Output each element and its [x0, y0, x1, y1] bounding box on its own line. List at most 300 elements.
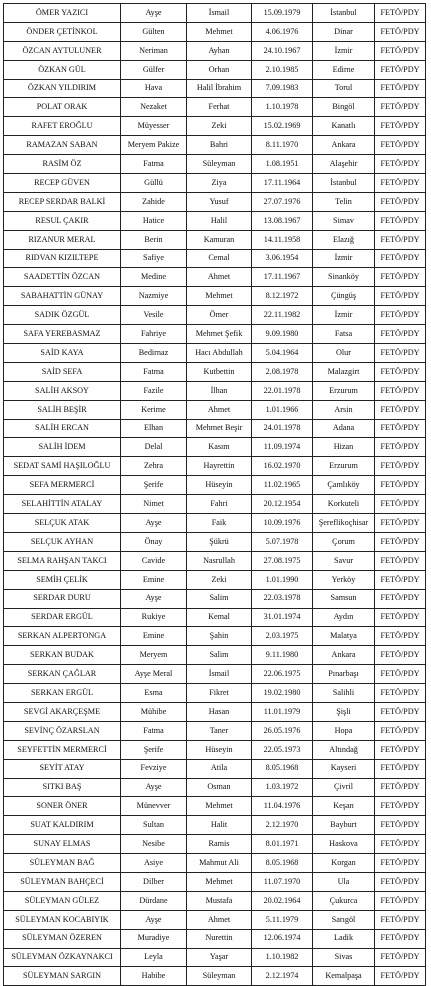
charge-cell: FETÖ/PDY [375, 646, 426, 665]
birth-place-cell: Şişli [313, 702, 375, 721]
full-name-cell: SALİH AKSOY [4, 381, 121, 400]
birth-place-cell: Ladik [313, 929, 375, 948]
father-name-cell: Kamuran [187, 230, 252, 249]
table-row [4, 665, 426, 684]
full-name-cell: ÖMER YAZICI [4, 4, 121, 23]
birth-place-cell: Hopa [313, 721, 375, 740]
charge-cell: FETÖ/PDY [375, 419, 426, 438]
table-row [4, 872, 426, 891]
birth-date-cell: 8.05.1968 [252, 854, 313, 873]
birth-place-cell: Çukurca [313, 891, 375, 910]
table-row [4, 381, 426, 400]
father-name-cell: Halil [187, 211, 252, 230]
mother-name-cell: Gülfer [121, 60, 187, 79]
full-name-cell: SÜLEYMAN BAĞ [4, 854, 121, 873]
charge-cell: FETÖ/PDY [375, 816, 426, 835]
full-name-cell: SÜLEYMAN GÜLEZ [4, 891, 121, 910]
birth-place-cell: Hizan [313, 438, 375, 457]
birth-date-cell: 9.09.1980 [252, 325, 313, 344]
charge-cell: FETÖ/PDY [375, 835, 426, 854]
charge-cell: FETÖ/PDY [375, 268, 426, 287]
table-row [4, 287, 426, 306]
full-name-cell: ÖZCAN AYTULUNER [4, 41, 121, 60]
full-name-cell: SELÇUK AYHAN [4, 532, 121, 551]
father-name-cell: Süleyman [187, 967, 252, 986]
charge-cell: FETÖ/PDY [375, 400, 426, 419]
mother-name-cell: Şerife [121, 740, 187, 759]
birth-date-cell: 16.02.1970 [252, 457, 313, 476]
full-name-cell: SERKAN ALPERTONGA [4, 627, 121, 646]
birth-date-cell: 20.12.1954 [252, 495, 313, 514]
charge-cell: FETÖ/PDY [375, 891, 426, 910]
birth-place-cell: Çüngüş [313, 287, 375, 306]
birth-place-cell: Sinanköy [313, 268, 375, 287]
full-name-cell: RAFET EROĞLU [4, 117, 121, 136]
table-row [4, 778, 426, 797]
charge-cell: FETÖ/PDY [375, 495, 426, 514]
table-row [4, 400, 426, 419]
table-row [4, 249, 426, 268]
birth-date-cell: 14.11.1958 [252, 230, 313, 249]
birth-date-cell: 9.11.1980 [252, 646, 313, 665]
birth-place-cell: İstanbul [313, 4, 375, 23]
table-row [4, 910, 426, 929]
birth-date-cell: 8.05.1968 [252, 759, 313, 778]
father-name-cell: Taner [187, 721, 252, 740]
father-name-cell: Zeki [187, 117, 252, 136]
birth-date-cell: 8.01.1971 [252, 835, 313, 854]
table-row [4, 60, 426, 79]
full-name-cell: POLAT ORAK [4, 98, 121, 117]
father-name-cell: Yaşar [187, 948, 252, 967]
birth-date-cell: 11.07.1970 [252, 872, 313, 891]
mother-name-cell: Bedirnaz [121, 344, 187, 363]
charge-cell: FETÖ/PDY [375, 249, 426, 268]
birth-place-cell: Erzurum [313, 457, 375, 476]
charge-cell: FETÖ/PDY [375, 306, 426, 325]
birth-place-cell: Bingöl [313, 98, 375, 117]
charge-cell: FETÖ/PDY [375, 551, 426, 570]
full-name-cell: ÖZKAN YILDIRIM [4, 79, 121, 98]
table-row [4, 174, 426, 193]
mother-name-cell: Ayşe [121, 910, 187, 929]
document-page [3, 3, 425, 986]
charge-cell: FETÖ/PDY [375, 967, 426, 986]
birth-date-cell: 1.08.1951 [252, 155, 313, 174]
birth-date-cell: 3.06.1954 [252, 249, 313, 268]
birth-date-cell: 11.04.1976 [252, 797, 313, 816]
father-name-cell: Ahmet [187, 910, 252, 929]
birth-date-cell: 8.11.1970 [252, 136, 313, 155]
charge-cell: FETÖ/PDY [375, 532, 426, 551]
birth-date-cell: 11.09.1974 [252, 438, 313, 457]
table-row [4, 721, 426, 740]
full-name-cell: SITKI BAŞ [4, 778, 121, 797]
charge-cell: FETÖ/PDY [375, 457, 426, 476]
mother-name-cell: Cavide [121, 551, 187, 570]
mother-name-cell: Meryem [121, 646, 187, 665]
mother-name-cell: Ayşe [121, 778, 187, 797]
mother-name-cell: Meryem Pakize [121, 136, 187, 155]
father-name-cell: Faik [187, 514, 252, 533]
full-name-cell: SUAT KALDIRIM [4, 816, 121, 835]
birth-place-cell: Edirne [313, 60, 375, 79]
birth-place-cell: Olur [313, 344, 375, 363]
mother-name-cell: Delal [121, 438, 187, 457]
charge-cell: FETÖ/PDY [375, 344, 426, 363]
birth-place-cell: Kemalpaşa [313, 967, 375, 986]
full-name-cell: SEVİNÇ ÖZARSLAN [4, 721, 121, 740]
birth-place-cell: Bayburt [313, 816, 375, 835]
mother-name-cell: Kerime [121, 400, 187, 419]
full-name-cell: SÜLEYMAN BAHÇECİ [4, 872, 121, 891]
father-name-cell: Ziya [187, 174, 252, 193]
mother-name-cell: Asiye [121, 854, 187, 873]
records-table-body [4, 4, 426, 986]
mother-name-cell: Ayşe Meral [121, 665, 187, 684]
table-row [4, 155, 426, 174]
charge-cell: FETÖ/PDY [375, 929, 426, 948]
mother-name-cell: Güllü [121, 174, 187, 193]
charge-cell: FETÖ/PDY [375, 287, 426, 306]
birth-place-cell: Keşan [313, 797, 375, 816]
father-name-cell: Ferhat [187, 98, 252, 117]
charge-cell: FETÖ/PDY [375, 702, 426, 721]
mother-name-cell: Neriman [121, 41, 187, 60]
table-row [4, 344, 426, 363]
birth-date-cell: 19.02.1980 [252, 684, 313, 703]
table-row [4, 854, 426, 873]
charge-cell: FETÖ/PDY [375, 797, 426, 816]
full-name-cell: SEYİT ATAY [4, 759, 121, 778]
table-row [4, 362, 426, 381]
birth-place-cell: Fatsa [313, 325, 375, 344]
father-name-cell: Cemal [187, 249, 252, 268]
birth-place-cell: Çorum [313, 532, 375, 551]
father-name-cell: Mehmet Şefik [187, 325, 252, 344]
mother-name-cell: Fatma [121, 362, 187, 381]
table-row [4, 117, 426, 136]
full-name-cell: SELÇUK ATAK [4, 514, 121, 533]
charge-cell: FETÖ/PDY [375, 948, 426, 967]
birth-place-cell: Dinar [313, 22, 375, 41]
birth-date-cell: 1.10.1978 [252, 98, 313, 117]
mother-name-cell: Nezaket [121, 98, 187, 117]
table-row [4, 4, 426, 23]
table-row [4, 514, 426, 533]
table-row [4, 627, 426, 646]
father-name-cell: Kemal [187, 608, 252, 627]
mother-name-cell: Leyla [121, 948, 187, 967]
full-name-cell: SADIK ÖZGÜL [4, 306, 121, 325]
birth-date-cell: 13.08.1967 [252, 211, 313, 230]
full-name-cell: RIDVAN KIZILTEPE [4, 249, 121, 268]
charge-cell: FETÖ/PDY [375, 192, 426, 211]
mother-name-cell: Safiye [121, 249, 187, 268]
mother-name-cell: Vesile [121, 306, 187, 325]
father-name-cell: Zeki [187, 570, 252, 589]
charge-cell: FETÖ/PDY [375, 514, 426, 533]
birth-date-cell: 22.06.1975 [252, 665, 313, 684]
father-name-cell: Yusuf [187, 192, 252, 211]
birth-date-cell: 1.03.1972 [252, 778, 313, 797]
birth-place-cell: İzmir [313, 249, 375, 268]
birth-place-cell: Altındağ [313, 740, 375, 759]
charge-cell: FETÖ/PDY [375, 778, 426, 797]
birth-date-cell: 15.09.1979 [252, 4, 313, 23]
table-row [4, 929, 426, 948]
table-row [4, 532, 426, 551]
charge-cell: FETÖ/PDY [375, 4, 426, 23]
full-name-cell: SÜLEYMAN SARGIN [4, 967, 121, 986]
mother-name-cell: Fatma [121, 721, 187, 740]
father-name-cell: Ömer [187, 306, 252, 325]
table-row [4, 589, 426, 608]
birth-place-cell: Aydın [313, 608, 375, 627]
table-row [4, 306, 426, 325]
birth-date-cell: 20.02.1964 [252, 891, 313, 910]
charge-cell: FETÖ/PDY [375, 665, 426, 684]
birth-date-cell: 2.08.1978 [252, 362, 313, 381]
mother-name-cell: Gülten [121, 22, 187, 41]
table-row [4, 98, 426, 117]
father-name-cell: Salim [187, 646, 252, 665]
birth-place-cell: Sivas [313, 948, 375, 967]
birth-place-cell: Haskova [313, 835, 375, 854]
table-row [4, 551, 426, 570]
full-name-cell: SERDAR ERGÜL [4, 608, 121, 627]
birth-place-cell: İstanbul [313, 174, 375, 193]
father-name-cell: Ayhan [187, 41, 252, 60]
mother-name-cell: Önay [121, 532, 187, 551]
full-name-cell: SALİH İDEM [4, 438, 121, 457]
table-row [4, 419, 426, 438]
father-name-cell: Ramis [187, 835, 252, 854]
mother-name-cell: Dilber [121, 872, 187, 891]
father-name-cell: Nurettin [187, 929, 252, 948]
table-row [4, 211, 426, 230]
birth-place-cell: Ankara [313, 646, 375, 665]
mother-name-cell: Hatice [121, 211, 187, 230]
charge-cell: FETÖ/PDY [375, 608, 426, 627]
charge-cell: FETÖ/PDY [375, 98, 426, 117]
full-name-cell: SALİH BEŞİR [4, 400, 121, 419]
birth-date-cell: 31.01.1974 [252, 608, 313, 627]
mother-name-cell: Münevver [121, 797, 187, 816]
charge-cell: FETÖ/PDY [375, 117, 426, 136]
father-name-cell: İlhan [187, 381, 252, 400]
charge-cell: FETÖ/PDY [375, 910, 426, 929]
mother-name-cell: Nimet [121, 495, 187, 514]
birth-place-cell: Kanatlı [313, 117, 375, 136]
father-name-cell: Halit [187, 816, 252, 835]
table-row [4, 438, 426, 457]
mother-name-cell: Fevziye [121, 759, 187, 778]
full-name-cell: SAİD SEFA [4, 362, 121, 381]
full-name-cell: SEYFETTİN MERMERCİ [4, 740, 121, 759]
charge-cell: FETÖ/PDY [375, 740, 426, 759]
father-name-cell: Osman [187, 778, 252, 797]
full-name-cell: SONER ÖNER [4, 797, 121, 816]
full-name-cell: SELMA RAHŞAN TAKCI [4, 551, 121, 570]
full-name-cell: SALİH ERCAN [4, 419, 121, 438]
table-row [4, 608, 426, 627]
father-name-cell: Hüseyin [187, 476, 252, 495]
charge-cell: FETÖ/PDY [375, 854, 426, 873]
full-name-cell: SAADETTİN ÖZCAN [4, 268, 121, 287]
father-name-cell: Fahri [187, 495, 252, 514]
table-row [4, 192, 426, 211]
father-name-cell: Şahin [187, 627, 252, 646]
father-name-cell: Şükrü [187, 532, 252, 551]
table-row [4, 41, 426, 60]
birth-date-cell: 27.08.1975 [252, 551, 313, 570]
table-row [4, 230, 426, 249]
birth-date-cell: 2.12.1970 [252, 816, 313, 835]
birth-date-cell: 2.10.1985 [252, 60, 313, 79]
mother-name-cell: Berin [121, 230, 187, 249]
birth-place-cell: İzmir [313, 41, 375, 60]
mother-name-cell: Zahide [121, 192, 187, 211]
birth-date-cell: 22.01.1978 [252, 381, 313, 400]
mother-name-cell: Şerife [121, 476, 187, 495]
mother-name-cell: Esma [121, 684, 187, 703]
mother-name-cell: Zehra [121, 457, 187, 476]
birth-date-cell: 5.07.1978 [252, 532, 313, 551]
full-name-cell: SELAHİTTİN ATALAY [4, 495, 121, 514]
birth-place-cell: Torul [313, 79, 375, 98]
table-row [4, 325, 426, 344]
charge-cell: FETÖ/PDY [375, 230, 426, 249]
birth-place-cell: Şereflikoçhisar [313, 514, 375, 533]
charge-cell: FETÖ/PDY [375, 570, 426, 589]
table-row [4, 948, 426, 967]
birth-date-cell: 26.05.1976 [252, 721, 313, 740]
full-name-cell: SÜLEYMAN KOCABIYIK [4, 910, 121, 929]
birth-date-cell: 11.02.1965 [252, 476, 313, 495]
full-name-cell: SÜLEYMAN ÖZEREN [4, 929, 121, 948]
father-name-cell: Mustafa [187, 891, 252, 910]
father-name-cell: Kasım [187, 438, 252, 457]
birth-date-cell: 1.01.1966 [252, 400, 313, 419]
birth-date-cell: 22.03.1978 [252, 589, 313, 608]
table-row [4, 740, 426, 759]
birth-place-cell: Simav [313, 211, 375, 230]
birth-date-cell: 15.02.1969 [252, 117, 313, 136]
mother-name-cell: Ayşe [121, 4, 187, 23]
birth-date-cell: 4.06.1976 [252, 22, 313, 41]
charge-cell: FETÖ/PDY [375, 684, 426, 703]
birth-date-cell: 24.01.1978 [252, 419, 313, 438]
full-name-cell: SUNAY ELMAS [4, 835, 121, 854]
birth-date-cell: 1.01.1990 [252, 570, 313, 589]
birth-place-cell: Pınarbaşı [313, 665, 375, 684]
mother-name-cell: Ayşe [121, 589, 187, 608]
birth-date-cell: 11.01.1979 [252, 702, 313, 721]
birth-place-cell: Malazgirt [313, 362, 375, 381]
full-name-cell: SERDAR DURU [4, 589, 121, 608]
mother-name-cell: Fazile [121, 381, 187, 400]
table-row [4, 457, 426, 476]
table-row [4, 495, 426, 514]
birth-date-cell: 17.11.1964 [252, 174, 313, 193]
birth-place-cell: Çamlıköy [313, 476, 375, 495]
father-name-cell: Orhan [187, 60, 252, 79]
table-row [4, 967, 426, 986]
father-name-cell: Nasrullah [187, 551, 252, 570]
father-name-cell: Bahri [187, 136, 252, 155]
charge-cell: FETÖ/PDY [375, 79, 426, 98]
birth-date-cell: 7.09.1983 [252, 79, 313, 98]
father-name-cell: Hayrettin [187, 457, 252, 476]
birth-date-cell: 22.11.1982 [252, 306, 313, 325]
charge-cell: FETÖ/PDY [375, 22, 426, 41]
father-name-cell: Mehmet Beşir [187, 419, 252, 438]
father-name-cell: Hacı Abdullah [187, 344, 252, 363]
birth-date-cell: 24.10.1967 [252, 41, 313, 60]
mother-name-cell: Sultan [121, 816, 187, 835]
table-row [4, 22, 426, 41]
full-name-cell: SERKAN BUDAK [4, 646, 121, 665]
mother-name-cell: Mühibe [121, 702, 187, 721]
full-name-cell: SEVGİ AKARÇEŞME [4, 702, 121, 721]
mother-name-cell: Habibe [121, 967, 187, 986]
mother-name-cell: Medine [121, 268, 187, 287]
mother-name-cell: Ayşe [121, 514, 187, 533]
birth-place-cell: Yerköy [313, 570, 375, 589]
birth-place-cell: Ula [313, 872, 375, 891]
birth-place-cell: Telin [313, 192, 375, 211]
table-row [4, 136, 426, 155]
full-name-cell: SAFA YEREBASMAZ [4, 325, 121, 344]
birth-place-cell: Korgan [313, 854, 375, 873]
charge-cell: FETÖ/PDY [375, 438, 426, 457]
birth-place-cell: İzmir [313, 306, 375, 325]
full-name-cell: SÜLEYMAN ÖZKAYNAKCI [4, 948, 121, 967]
mother-name-cell: Dürdane [121, 891, 187, 910]
mother-name-cell: Müyesser [121, 117, 187, 136]
table-row [4, 570, 426, 589]
full-name-cell: SEFA MERMERCİ [4, 476, 121, 495]
birth-place-cell: Adana [313, 419, 375, 438]
full-name-cell: SERKAN ERGÜL [4, 684, 121, 703]
birth-place-cell: Çivril [313, 778, 375, 797]
full-name-cell: RECEP SERDAR BALKİ [4, 192, 121, 211]
birth-date-cell: 17.11.1967 [252, 268, 313, 287]
birth-date-cell: 27.07.1976 [252, 192, 313, 211]
birth-place-cell: Salihli [313, 684, 375, 703]
birth-place-cell: Alaşehir [313, 155, 375, 174]
table-row [4, 797, 426, 816]
table-row [4, 646, 426, 665]
table-row [4, 268, 426, 287]
charge-cell: FETÖ/PDY [375, 174, 426, 193]
birth-date-cell: 8.12.1972 [252, 287, 313, 306]
charge-cell: FETÖ/PDY [375, 211, 426, 230]
table-row [4, 476, 426, 495]
father-name-cell: Salim [187, 589, 252, 608]
mother-name-cell: Hava [121, 79, 187, 98]
charge-cell: FETÖ/PDY [375, 476, 426, 495]
mother-name-cell: Emine [121, 570, 187, 589]
birth-date-cell: 22.05.1973 [252, 740, 313, 759]
father-name-cell: Mehmet [187, 797, 252, 816]
full-name-cell: SERKAN ÇAĞLAR [4, 665, 121, 684]
birth-place-cell: Malatya [313, 627, 375, 646]
charge-cell: FETÖ/PDY [375, 381, 426, 400]
father-name-cell: Atila [187, 759, 252, 778]
father-name-cell: Mehmet [187, 22, 252, 41]
